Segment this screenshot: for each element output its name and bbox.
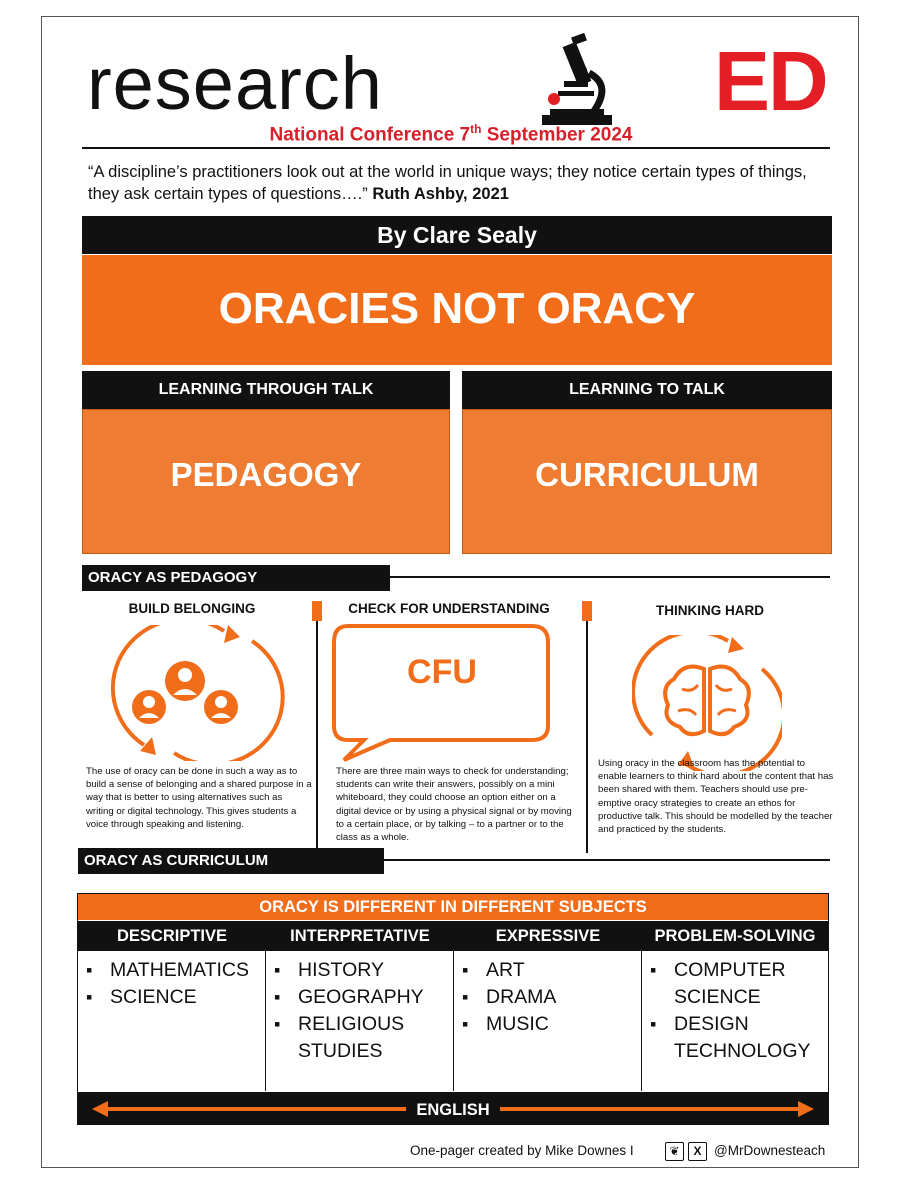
footer-icons xyxy=(665,1142,711,1161)
one-pager xyxy=(41,16,859,1168)
group-cycle-icon xyxy=(104,625,290,761)
header-rule xyxy=(82,147,830,149)
build-belonging-title: BUILD BELONGING xyxy=(128,601,256,616)
interpretative-subjects xyxy=(266,951,454,1091)
thinking-hard-title: THINKING HARD xyxy=(656,603,764,618)
learning-through-talk-heading: LEARNING THROUGH TALK xyxy=(82,371,450,409)
quote-author: Ruth Ashby, 2021 xyxy=(372,185,509,203)
list-item: ▪ MUSIC xyxy=(454,1011,641,1038)
oracy-as-curriculum-heading: ORACY AS CURRICULUM xyxy=(78,848,384,874)
expressive-subjects xyxy=(454,951,642,1091)
brain-cycle-icon xyxy=(632,635,782,771)
speech-bubble-icon xyxy=(332,622,554,762)
problem-solving-subjects xyxy=(642,951,828,1091)
check-for-understanding-title: CHECK FOR UNDERSTANDING xyxy=(348,601,550,616)
list-item: ▪ DESIGN TECHNOLOGY xyxy=(642,1011,828,1065)
column-divider xyxy=(586,621,588,853)
cfu-bubble-text: CFU xyxy=(407,653,477,691)
quote: “A discipline’s practitioners look out at the world in unique ways; they notice certain types of things, they ask certain types of questions….” Ruth Ashby, 2021 xyxy=(88,163,807,203)
list-item: ▪ ART xyxy=(454,957,641,984)
section-rule xyxy=(390,576,830,578)
bluesky-icon[interactable]: ❦ xyxy=(665,1142,684,1161)
social-handle[interactable]: @MrDownesteach xyxy=(714,1143,826,1158)
build-belonging-text: The use of oracy can be done in such a way as to build a sense of belonging and a shared purpose in a way that is better to using alternatives such as writing or digital technology. This gives students a voice through speaking and listening. xyxy=(86,766,312,830)
conference-line: National Conference 7th September 2024 xyxy=(269,122,633,146)
oracy-as-pedagogy-heading: ORACY AS PEDAGOGY xyxy=(82,565,390,591)
column-divider xyxy=(316,621,318,853)
footer-credit: One-pager created by Mike Downes I xyxy=(410,1143,634,1158)
thinking-hard-text: Using oracy in the classroom has the potential to enable learners to think hard about the content that has been shared with them. Teachers should use pre-emptive oracy strategies to create an ethos for productive talk. This should be modelled by the teacher and practiced by the students. xyxy=(598,758,834,836)
check-for-understanding-text: There are three main ways to check for understanding; students can write their answers, possibly on a mini whiteboard, they could choose an option either on a digital device or by using a physical signal or by moving to a certain place, or by talking – to a partner or to the class as a whole. xyxy=(336,766,572,844)
descriptive-subjects xyxy=(78,951,266,1091)
main-title: ORACIES NOT ORACY xyxy=(82,255,832,365)
pedagogy-box: PEDAGOGY xyxy=(82,409,450,554)
list-item: ▪ COMPUTER SCIENCE xyxy=(642,957,828,1011)
list-item: ▪ MATHEMATICS xyxy=(78,957,265,984)
column-header-descriptive: DESCRIPTIVE xyxy=(78,921,266,951)
logo-research-text: research xyxy=(87,42,383,125)
table-title: ORACY IS DIFFERENT IN DIFFERENT SUBJECTS xyxy=(78,894,828,920)
curriculum-box: CURRICULUM xyxy=(462,409,832,554)
list-item: ▪ GEOGRAPHY xyxy=(266,984,453,1011)
orange-tab xyxy=(582,601,592,621)
list-item: ▪ DRAMA xyxy=(454,984,641,1011)
column-header-problem-solving: PROBLEM-SOLVING xyxy=(642,921,828,951)
list-item: ▪ RELIGIOUS STUDIES xyxy=(266,1011,453,1065)
byline: By Clare Sealy xyxy=(82,216,832,254)
english-label: ENGLISH xyxy=(416,1101,490,1119)
section-rule xyxy=(384,859,830,861)
subjects-table xyxy=(77,893,829,1125)
learning-to-talk-heading: LEARNING TO TALK xyxy=(462,371,832,409)
logo-ed-text: ED xyxy=(714,34,827,128)
x-icon[interactable]: X xyxy=(688,1142,707,1161)
english-footer-bar xyxy=(78,1092,828,1124)
microscope-icon xyxy=(534,33,620,127)
list-item: ▪ SCIENCE xyxy=(78,984,265,1011)
list-item: ▪ HISTORY xyxy=(266,957,453,984)
column-header-expressive: EXPRESSIVE xyxy=(454,921,642,951)
column-header-interpretative: INTERPRETATIVE xyxy=(266,921,454,951)
orange-tab xyxy=(312,601,322,621)
